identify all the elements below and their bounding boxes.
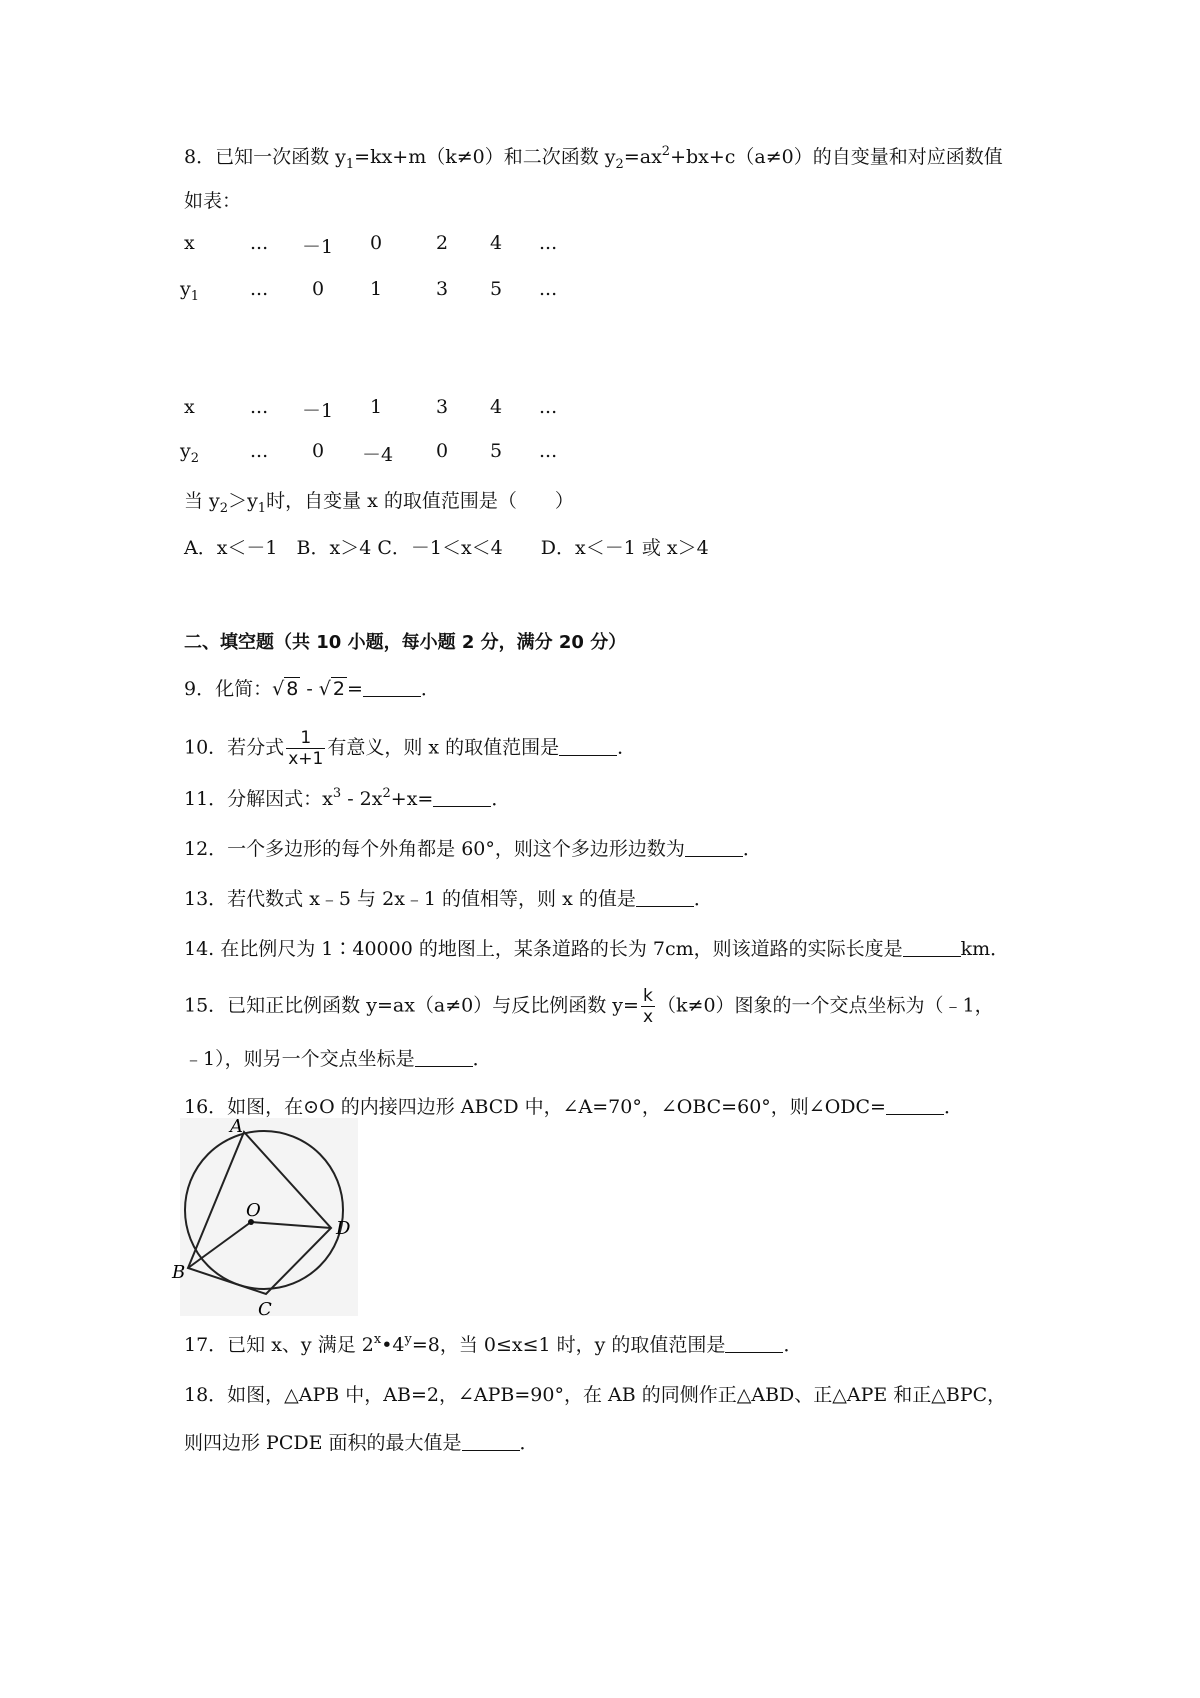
fraction: $\frac{1}{x+1}$ <box>288 728 324 769</box>
table-cell: －4 <box>362 444 394 466</box>
label-b: B <box>172 1262 186 1283</box>
answer-blank <box>725 1334 783 1353</box>
fraction: $\frac{k}{x}$ <box>642 986 654 1027</box>
label-d: D <box>336 1218 351 1239</box>
table-cell: ... <box>250 440 269 462</box>
table-cell: 3 <box>436 278 449 300</box>
table-cell: ... <box>539 232 558 254</box>
table-cell: －1 <box>302 400 334 422</box>
answer-blank <box>433 788 491 807</box>
table-cell: $y_1$ <box>180 278 200 304</box>
q17: 17．已知 x、y 满足 $2^x•4^y=8$，当 0≤x≤1 时，y 的取值范围是 ． <box>184 1332 803 1356</box>
table-cell: ... <box>539 278 558 300</box>
table-cell: 0 <box>312 440 325 462</box>
answer-blank <box>685 838 743 857</box>
table-cell: 0 <box>436 440 449 462</box>
table-cell: ... <box>539 396 558 418</box>
answer-blank <box>559 737 617 756</box>
table-cell: ... <box>539 440 558 462</box>
answer-blank <box>636 888 694 907</box>
table-cell: 3 <box>436 396 449 418</box>
label-a: A <box>230 1116 243 1137</box>
sqrt-8: √ 8 <box>272 678 299 700</box>
q8-stem-line2: 如表： <box>184 190 242 212</box>
answer-blank <box>462 1432 520 1451</box>
q8-stem-line1: 8．已知一次函数 $y_1=kx+m(k\ne 0)$和二次函数 $y_2=ax^2+bx+c(a\ne 0)$的自变量和对应函数值 <box>184 144 1003 172</box>
table-cell: 0 <box>370 232 383 254</box>
table-cell: 1 <box>370 278 383 300</box>
table-cell: 1 <box>370 396 383 418</box>
q14: 14. 在比例尺为 1∶40000 的地图上，某条道路的长为 7cm，则该道路的实际长度是 km． <box>184 938 1010 960</box>
section-heading: 二、填空题（共 10 小题，每小题 2 分，满分 20 分） <box>184 632 627 653</box>
table-cell: 4 <box>490 396 503 418</box>
figure-svg <box>172 1116 358 1320</box>
q15-line1: 15．已知正比例函数 y=ax（a≠0）与反比例函数 y= $\frac{k}{x}$ （k≠0）图象的一个交点坐标为（﹣1， <box>184 986 994 1027</box>
label-o: O <box>246 1200 261 1221</box>
table-cell: －1 <box>302 236 334 258</box>
answer-blank <box>363 678 421 697</box>
table-cell: x <box>184 232 195 254</box>
table-cell: 4 <box>490 232 503 254</box>
q16: 16．如图，在⊙O 的内接四边形 ABCD 中，∠A=70°，∠OBC=60°，则∠ODC= ． <box>184 1096 963 1118</box>
table-cell: 5 <box>490 440 503 462</box>
table-cell: 5 <box>490 278 503 300</box>
table-cell: x <box>184 396 195 418</box>
table-cell: ... <box>250 396 269 418</box>
table-cell: $y_2$ <box>180 440 200 466</box>
sqrt-2: √ 2 <box>318 678 345 700</box>
q11: 11．分解因式：$x^3 - 2x^2+x=$ ． <box>184 786 511 810</box>
table-cell: 0 <box>312 278 325 300</box>
q8-question: 当 $y_2>y_1$时，自变量 x 的取值范围是（ ） <box>184 490 574 516</box>
circle-quadrilateral-figure <box>172 1116 358 1320</box>
label-c: C <box>258 1299 272 1320</box>
q8-options: A．x＜－1 B．x＞4 C．－1＜x＜4 D．x＜－1 或 x＞4 <box>184 537 709 559</box>
answer-blank <box>903 938 961 957</box>
q18-line1: 18．如图，△APB 中，AB=2，∠APB=90°，在 AB 的同侧作正△ABD、正△APE 和正△BPC， <box>184 1384 1007 1406</box>
q12: 12．一个多边形的每个外角都是 60°，则这个多边形边数为 ． <box>184 838 762 860</box>
table-cell: 2 <box>436 232 449 254</box>
table-cell: ... <box>250 278 269 300</box>
answer-blank <box>886 1096 944 1115</box>
table-cell: ... <box>250 232 269 254</box>
segment-od <box>251 1222 331 1228</box>
q18-line2: 则四边形 PCDE 面积的最大值是 ． <box>184 1432 539 1454</box>
answer-blank <box>415 1048 473 1067</box>
q9: 9．化简：√ 8 - √ 2 = ． <box>184 678 440 700</box>
q13: 13．若代数式 x﹣5 与 2x﹣1 的值相等，则 x 的值是 ． <box>184 888 713 910</box>
q10: 10．若分式 $\frac{1}{x+1}$ 有意义，则 x 的取值范围是 ． <box>184 728 637 769</box>
q15-line2: ﹣1），则另一个交点坐标是 ． <box>184 1048 492 1070</box>
